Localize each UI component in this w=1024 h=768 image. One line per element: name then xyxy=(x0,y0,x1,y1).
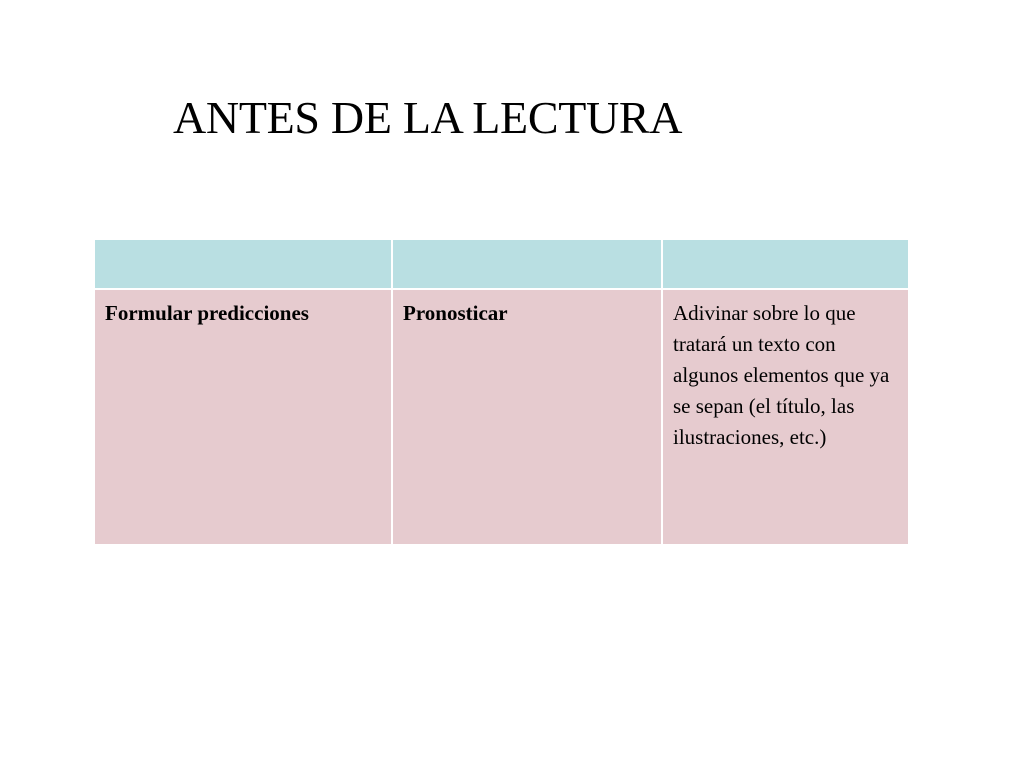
table-row xyxy=(94,289,909,545)
header-cell xyxy=(392,239,662,289)
table-header-row xyxy=(94,239,909,289)
header-cell xyxy=(662,239,909,289)
table-cell-term: Formular predicciones xyxy=(94,289,392,545)
header-cell xyxy=(94,239,392,289)
content-table xyxy=(93,238,910,546)
table-cell-definition: Adivinar sobre lo que tratará un texto con algunos elementos que ya se sepan (el título, las ilustraciones, etc.) xyxy=(662,289,909,545)
slide-title: ANTES DE LA LECTURA xyxy=(173,92,683,143)
table-cell-synonym: Pronosticar xyxy=(392,289,662,545)
